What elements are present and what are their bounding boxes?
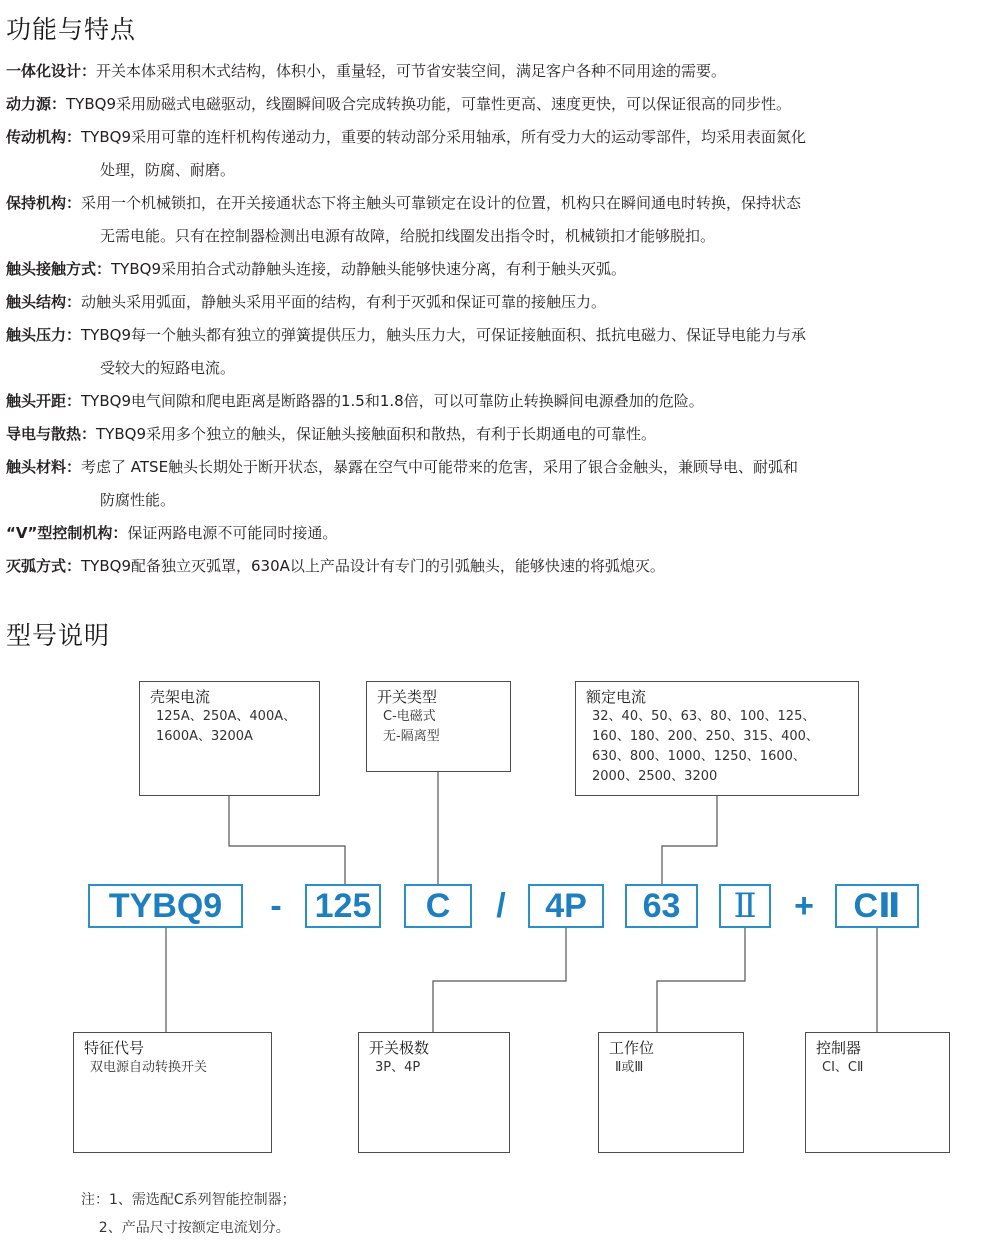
switch-type-title: 开关类型 bbox=[377, 688, 438, 706]
feature-text: 考虑了 ATSE触头长期处于断开状态，暴露在空气中可能带来的危害，采用了银合金触头，兼顾导电、耐弧和 bbox=[81, 458, 799, 476]
feature-text: 无需电能。只有在控制器检测出电源有故障，给脱扣线圈发出指令时，机械锁扣才能够脱扣。 bbox=[100, 227, 716, 245]
note-2: 2、产品尺寸按额定电流划分。 bbox=[81, 1220, 290, 1236]
feature-label: 触头结构： bbox=[6, 293, 82, 311]
feature-text: TYBQ9配备独立灭弧罩，630A以上产品设计有专门的引弧触头，能够快速的将弧熄灭。 bbox=[81, 557, 665, 575]
work-position-content: Ⅱ或Ⅲ bbox=[615, 1060, 644, 1075]
connector-frame-current bbox=[229, 796, 345, 884]
feature-text: 防腐性能。 bbox=[100, 491, 176, 509]
switch-type-content: C-电磁式 无-隔离型 bbox=[383, 709, 440, 744]
feature-text: TYBQ9采用拍合式动静触头连接，动静触头能够快速分离，有利于触头灭弧。 bbox=[111, 260, 626, 278]
code-series: TYBQ9 bbox=[88, 884, 243, 928]
feature-code-content: 双电源自动转换开关 bbox=[90, 1060, 208, 1075]
pole-count-content: 3P、4P bbox=[375, 1060, 421, 1075]
code-dash: - bbox=[270, 887, 282, 925]
feature-label: 灭弧方式： bbox=[6, 557, 82, 575]
feature-text: 开关本体采用积木式结构，体积小，重量轻，可节省安装空间，满足客户各种不同用途的需要。 bbox=[96, 62, 727, 80]
feature-code-title: 特征代号 bbox=[84, 1039, 145, 1057]
controller-box bbox=[805, 1032, 950, 1153]
code-switch-type: C bbox=[404, 884, 472, 928]
controller-title: 控制器 bbox=[816, 1039, 862, 1057]
work-position-box bbox=[598, 1032, 744, 1153]
feature-label: 传动机构： bbox=[6, 128, 82, 146]
work-position-title: 工作位 bbox=[609, 1039, 655, 1057]
code-controller: CⅡ bbox=[835, 884, 919, 928]
feature-label: 触头接触方式： bbox=[6, 260, 112, 278]
switch-type-box bbox=[366, 681, 511, 772]
notes bbox=[81, 1186, 296, 1242]
feature-label: 一体化设计： bbox=[6, 62, 97, 80]
feature-text: 受较大的短路电流。 bbox=[100, 359, 236, 377]
feature-label: 触头开距： bbox=[6, 392, 82, 410]
controller-content: CⅠ、CⅡ bbox=[822, 1060, 864, 1075]
feature-label: 导电与散热： bbox=[6, 425, 97, 443]
code-slash: / bbox=[496, 887, 506, 925]
feature-label: 保持机构： bbox=[6, 194, 82, 212]
rated-current-content: 32、40、50、63、80、100、125、 160、180、200、250、315、400、 630、800、1000、1250、1600、 2000、2500、3200 bbox=[592, 709, 819, 784]
code-poles: 4P bbox=[528, 884, 604, 928]
code-current: 63 bbox=[625, 884, 698, 928]
feature-text: 处理，防腐、耐磨。 bbox=[100, 161, 236, 179]
feature-text: 动触头采用弧面，静触头采用平面的结构，有利于灭弧和保证可靠的接触压力。 bbox=[81, 293, 607, 311]
connector-work-position bbox=[657, 928, 745, 1032]
pole-count-title: 开关极数 bbox=[369, 1039, 430, 1057]
feature-code-box bbox=[73, 1032, 272, 1153]
feature-text: TYBQ9每一个触头都有独立的弹簧提供压力，触头压力大，可保证接触面积、抵抗电磁力、保证导电能力与承 bbox=[81, 326, 806, 344]
feature-label: “V”型控制机构： bbox=[6, 524, 128, 542]
feature-text: 保证两路电源不可能同时接通。 bbox=[127, 524, 338, 542]
rated-current-box bbox=[575, 681, 859, 796]
code-frame: 125 bbox=[305, 884, 381, 928]
feature-text: TYBQ9采用励磁式电磁驱动，线圈瞬间吸合完成转换功能，可靠性更高、速度更快，可以保证很高的同步性。 bbox=[66, 95, 791, 113]
feature-text: TYBQ9采用可靠的连杆机构传递动力，重要的转动部分采用轴承，所有受力大的运动零部件，均采用表面氮化 bbox=[81, 128, 806, 146]
connector-rated-current bbox=[662, 796, 717, 884]
features-heading: 功能与特点 bbox=[6, 15, 137, 44]
note-1: 注：1、需选配C系列智能控制器； bbox=[81, 1192, 296, 1208]
feature-text: 采用一个机械锁扣，在开关接通状态下将主触头可靠锁定在设计的位置，机构只在瞬间通电时转换，保持状态 bbox=[81, 194, 802, 212]
frame-current-box bbox=[139, 681, 320, 796]
pole-count-box bbox=[358, 1032, 510, 1153]
code-plus: + bbox=[794, 887, 814, 925]
feature-label: 动力源： bbox=[6, 95, 67, 113]
feature-label: 触头材料： bbox=[6, 458, 82, 476]
rated-current-title: 额定电流 bbox=[586, 688, 647, 706]
feature-label: 触头压力： bbox=[6, 326, 82, 344]
code-position: Ⅱ bbox=[719, 884, 771, 928]
feature-text: TYBQ9电气间隙和爬电距离是断路器的1.5和1.8倍，可以可靠防止转换瞬间电源叠加的危险。 bbox=[81, 392, 704, 410]
frame-current-content: 125A、250A、400A、 1600A、3200A bbox=[156, 709, 297, 744]
model-heading: 型号说明 bbox=[6, 621, 111, 650]
frame-current-title: 壳架电流 bbox=[150, 688, 211, 706]
connector-pole-count bbox=[433, 928, 566, 1032]
feature-text: TYBQ9采用多个独立的触头，保证触头接触面积和散热，有利于长期通电的可靠性。 bbox=[96, 425, 656, 443]
